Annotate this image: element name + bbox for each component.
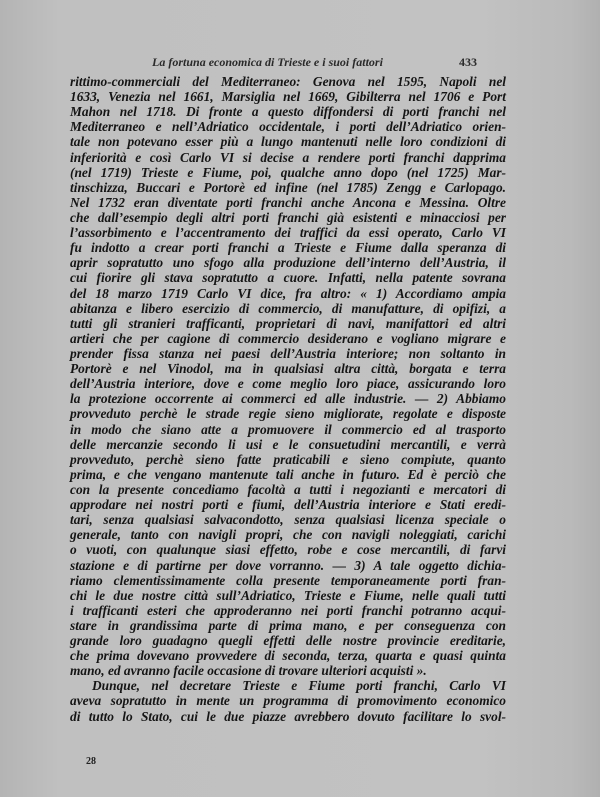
text-line: fu indotto a crear porti franchi a Trieste e Fiume dalla speranza di [70,240,506,256]
page-number: 433 [459,55,477,69]
text-line: che prima dovevano provvedere di seconda, terza, quarta e quasi quinta [70,648,506,664]
text-line: tari, senza qualsiasi salvacondotto, senza qualsiasi licenza speciale o [70,512,506,528]
text-line: 1633, Venezia nel 1661, Marsiglia nel 1669, Gibilterra nel 1706 e Port [70,89,506,105]
text-line: del 18 marzo 1719 Carlo VI dice, fra altro: « 1) Accordiamo ampia [70,285,506,301]
text-line: o vuoti, con qualunque siasi effetto, robe e cose mercantili, di farvi [70,542,506,558]
text-line: con la presente concediamo facoltà a tutti i negozianti e mercatori di [70,481,506,497]
text-line: aprir sopratutto uno sfogo alla produzione dell’interno dell’Austria, il [70,255,506,271]
text-line: inferiorità e così Carlo VI si decise a rendere porti franchi dapprima [70,149,506,165]
text-line: tutti gli stranieri trafficanti, proprietari di navi, manifattori ed altri [70,315,506,331]
text-line: Dunque, nel decretare Trieste e Fiume porti franchi, Carlo VI [92,678,506,694]
text-line: prima, e che vengano mantenute tali anche in futuro. Ed è perciò che [70,466,506,482]
text-line: in modo che siano atte a promuovere il commercio ed al trasporto [70,421,506,437]
text-line: cui fiorire gli stava sopratutto a cuore. Infatti, nella patente sovrana [70,270,506,286]
signature-mark: 28 [86,756,96,767]
text-line: la protezione occorrente ai commerci ed alle industrie. — 2) Abbiamo [70,391,506,407]
text-line: provveduto, perchè sieno fatte praticabili e sieno compiute, quanto [70,451,506,467]
text-line: abitanza e libero esercizio di commercio, di manufatture, di opifizi, a [70,300,506,316]
text-line: approdare nei nostri porti e fiumi, dell’Austria interiore e Stati eredi- [70,497,506,513]
text-line: generale, tanto con navigli propri, che con navigli noleggiati, carichi [70,527,506,543]
text-line: provveduto perchè le strade regie sieno migliorate, regolate e disposte [70,406,506,422]
text-line: tale non potevano esser più a lungo mantenuti nelle loro condizioni di [70,134,506,150]
text-line: rittimo-commerciali del Mediterraneo: Genova nel 1595, Napoli nel [70,74,506,89]
text-line: Mediterraneo e nell’Adriatico occidentale, i porti dell’Adriatico orien- [70,119,506,135]
text-line: chi le due nostre città sull’Adriatico, Trieste e Fiume, nelle quali tutti [70,587,506,603]
text-line: prender fissa stanza nei paesi dell’Austria interiore; non soltanto in [70,345,506,361]
text-line: l’assorbimento e l’accentramento dei traffici da essi operato, Carlo VI [70,225,506,241]
text-line: (nel 1719) Trieste e Fiume, poi, qualche anno dopo (nel 1725) Mar- [70,164,506,180]
text-line: Portorè e nel Vinodol, ma in qualsiasi altra città, borgata e terra [70,361,506,377]
text-line: artieri che per cagione di commercio desiderano e vogliano migrare e [70,330,506,346]
text-line: che dall’esempio degli altri porti franchi già esistenti e minacciosi per [70,209,506,225]
text-line: tinschizza, Buccari e Portorè ed infine (nel 1785) Zengg e Carlopago. [70,179,506,195]
text-line: delle mercanzie secondo li usi e le consuetudini mercantili, e verrà [70,436,506,452]
text-line: stazione e di partirne per dove vorranno. — 3) A tale oggetto dichia- [70,557,506,573]
text-line: Mahon nel 1718. Di fronte a questo diffondersi di porti franchi nel [70,104,506,120]
text-line: grande loro guadagno quegli effetti delle nostre provincie ereditarie, [70,633,506,649]
running-title: La fortuna economica di Trieste e i suoi fattori [152,55,383,69]
text-line: riamo clementissimamente colla presente temporaneamente porti fran- [70,572,506,588]
text-line: di tutto lo Stato, cui le due piazze avrebbero dovuto facilitare lo svol- [70,708,506,724]
text-line: aveva sopratutto in mente un programma di promovimento economico [70,693,506,709]
text-line: mano, ed avranno facile occasione di trovare ulteriori acquisti ». [70,663,427,679]
body-text [70,74,506,724]
page-header [70,55,505,71]
text-line: i trafficanti esteri che approderanno nei porti franchi potranno acqui- [70,602,506,618]
text-line: stare in grandissima parte di prima mano, e per conseguenza con [70,617,506,633]
text-line: Nel 1732 eran diventate porti franchi anche Ancona e Messina. Oltre [70,194,506,210]
text-line: dell’Austria interiore, dove e come meglio loro piace, assicurando loro [70,376,506,392]
